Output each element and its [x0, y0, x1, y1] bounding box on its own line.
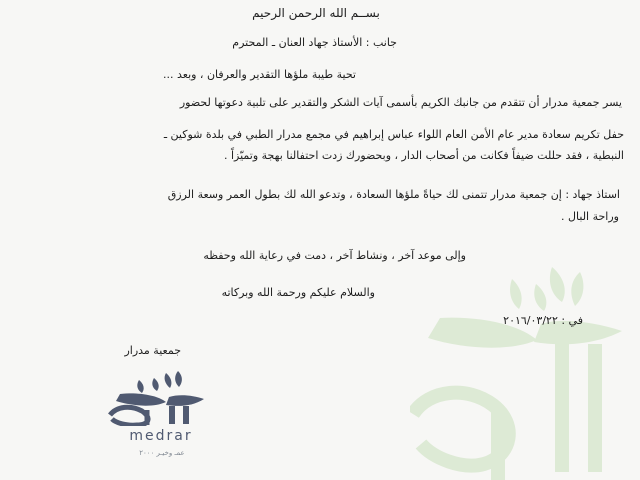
paragraph-3-line-2: وراحة البال . [561, 210, 619, 223]
closing-line-2: والسلام عليكم ورحمة الله وبركاته [221, 286, 375, 299]
date-line: في : ٢٠١٦/٠٣/٢٢ [503, 314, 583, 327]
signature-name: جمعية مدرار [124, 344, 181, 357]
medrar-arabic-logo [108, 368, 208, 426]
paragraph-2-line-2: النبطية ، فقد حللت ضيفاً فكانت من أصحاب الدار ، وبحضورك زدت احتفالنا بهجة وتميّزاً . [223, 149, 624, 162]
paragraph-1: يسر جمعية مدرار أن تتقدم من جانبك الكريم بأسمى آيات الشكر والتقدير على تلبية دعوتها لحضور [179, 96, 622, 109]
medrar-tagline: عمـ وخيـر ٢٠٠٠ [139, 449, 185, 457]
medrar-logo [108, 368, 208, 472]
medrar-english-name: medrar [129, 428, 193, 444]
recipient-line: جانب : الأستاذ جهاد العنان ـ المحترم [232, 36, 397, 49]
medrar-watermark-logo [410, 260, 640, 480]
paragraph-2-line-1: حفل تكريم سعادة مدير عام الأمن العام اللواء عباس إبراهيم في مجمع مدرار الطبي في بلدة شوكين ـ [163, 128, 624, 141]
paragraph-3-line-1: استاذ جهاد : إن جمعية مدرار تتمنى لك حياةً ملؤها السعادة ، وتدعو الله لك بطول العمر وسعة الرزق [167, 188, 620, 201]
greeting-line: تحية طيبة ملؤها التقدير والعرفان ، وبعد ... [163, 68, 356, 81]
basmala: بســم الله الرحمن الرحيم [252, 6, 380, 20]
closing-line-1: وإلى موعد آخر ، ونشاط آخر ، دمت في رعاية الله وحفظه [203, 249, 466, 262]
